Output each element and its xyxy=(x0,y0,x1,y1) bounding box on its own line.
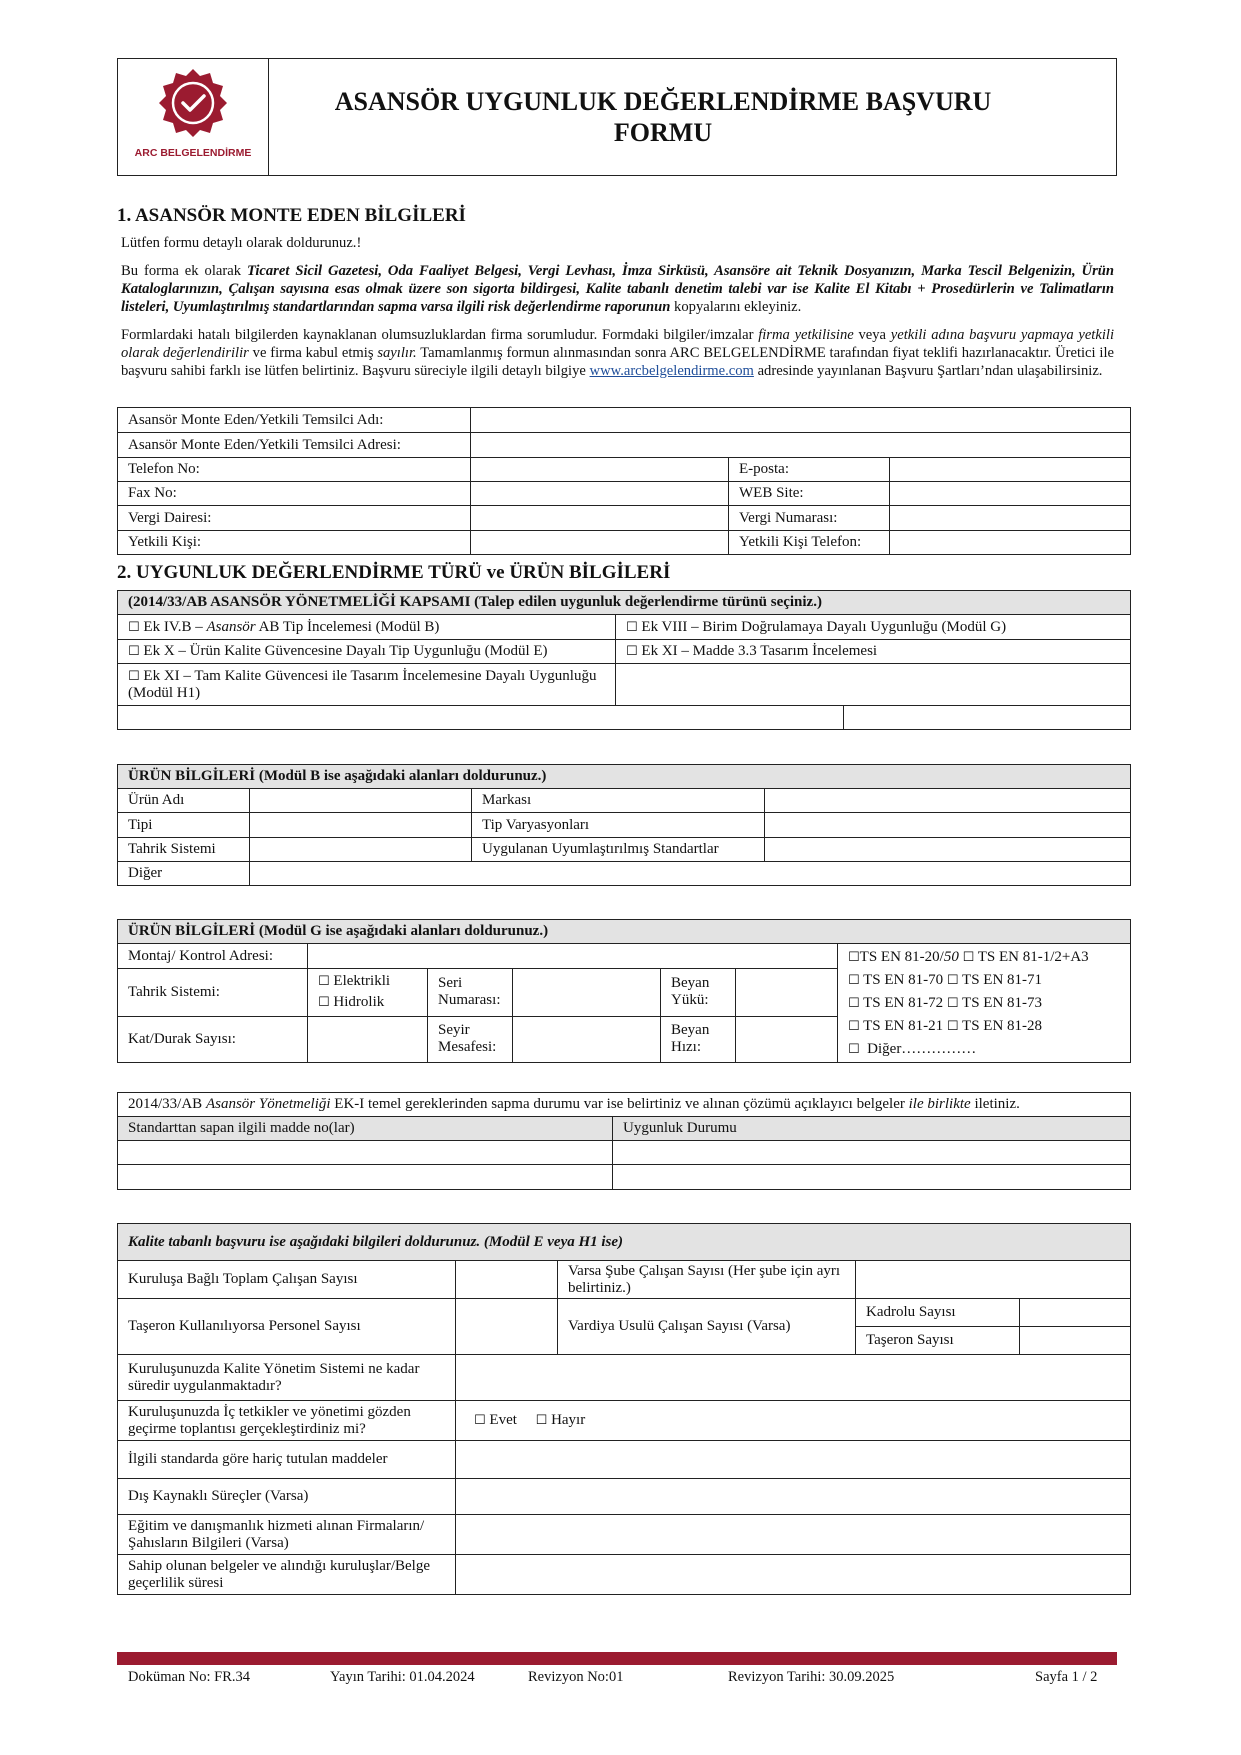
checkbox-icon[interactable]: ☐ xyxy=(128,619,140,635)
contact-phone-label: Yetkili Kişi Telefon: xyxy=(729,531,890,555)
deviation-table xyxy=(117,1092,1130,1190)
section2-heading: 2. UYGUNLUK DEĞERLENDİRME TÜRÜ ve ÜRÜN BİLGİLERİ xyxy=(117,562,671,583)
checkbox-icon[interactable]: ☐ xyxy=(535,1413,548,1428)
footer-bar xyxy=(117,1652,1117,1665)
footer-pub-date: Yayın Tarihi: 01.04.2024 xyxy=(330,1669,475,1685)
footer-rev-date: Revizyon Tarihi: 30.09.2025 xyxy=(728,1669,895,1685)
serial-field[interactable] xyxy=(513,969,661,1016)
applicant-name-label: Asansör Monte Eden/Yetkili Temsilci Adı: xyxy=(118,408,471,433)
install-address-field[interactable] xyxy=(308,944,838,969)
certificates-field[interactable] xyxy=(456,1555,1131,1595)
scope-table xyxy=(117,590,1130,730)
option-modul-b[interactable]: ☐ Ek IV.B – Asansör AB Tip İncelemesi (Modül B) xyxy=(118,615,616,640)
load-label: Beyan Yükü: xyxy=(661,969,736,1016)
fax-field[interactable] xyxy=(471,482,729,506)
checkbox-icon[interactable]: ☐ xyxy=(946,996,959,1011)
excluded-items-label: İlgili standarda göre hariç tutulan maddeler xyxy=(118,1441,456,1479)
scope-blank-field-2[interactable] xyxy=(844,706,1131,730)
deviation-title: 2014/33/AB Asansör Yönetmeliği EK-I temel gereklerinden sapma durumu var ise belirtiniz ve alınan çözümü açıklayıcı belgeler ile birlikte iletiniz. xyxy=(118,1093,1131,1117)
seal-logo-icon xyxy=(118,59,268,175)
install-address-label: Montaj/ Kontrol Adresi: xyxy=(118,944,308,969)
tax-office-field[interactable] xyxy=(471,506,729,531)
checkbox-icon[interactable]: ☐ xyxy=(946,1019,959,1034)
checkbox-icon[interactable]: ☐ xyxy=(318,995,330,1011)
deviation-article-field[interactable] xyxy=(118,1141,613,1165)
checkbox-icon[interactable]: ☐ xyxy=(626,619,638,635)
product-g-table xyxy=(117,919,1130,1063)
fax-label: Fax No: xyxy=(118,482,471,506)
deviation-status-field[interactable] xyxy=(613,1165,1131,1190)
consulting-label: Eğitim ve danışmanlık hizmeti alınan Firmaların/Şahısların Bilgileri (Varsa) xyxy=(118,1515,456,1555)
other-field[interactable] xyxy=(250,862,1131,886)
phone-field[interactable] xyxy=(471,458,729,482)
floors-label: Kat/Durak Sayısı: xyxy=(118,1016,308,1062)
qms-duration-field[interactable] xyxy=(456,1355,1131,1401)
travel-field[interactable] xyxy=(513,1016,661,1062)
deviation-article-field[interactable] xyxy=(118,1165,613,1190)
scope-blank-field[interactable] xyxy=(118,706,844,730)
checkbox-icon[interactable]: ☐ xyxy=(128,668,140,684)
type-field[interactable] xyxy=(250,813,472,838)
other-label: Diğer xyxy=(118,862,250,886)
applicant-name-field[interactable] xyxy=(471,408,1131,433)
permanent-count-field[interactable] xyxy=(1020,1299,1131,1327)
checkbox-icon[interactable]: ☐ xyxy=(128,644,140,659)
footer-doc-no: Doküman No: FR.34 xyxy=(128,1669,251,1685)
serial-label: Seri Numarası: xyxy=(428,969,513,1016)
contact-field[interactable] xyxy=(471,531,729,555)
tax-number-label: Vergi Numarası: xyxy=(729,506,890,531)
travel-label: Seyir Mesafesi: xyxy=(428,1016,513,1062)
phone-label: Telefon No: xyxy=(118,458,471,482)
scope-title: (2014/33/AB ASANSÖR YÖNETMELİĞİ KAPSAMI (Talep edilen uygunluk değerlendirme türünü seçiniz.) xyxy=(118,591,1131,615)
speed-label: Beyan Hızı: xyxy=(661,1016,736,1062)
branch-staff-label: Varsa Şube Çalışan Sayısı (Her şube için ayrı belirtiniz.) xyxy=(558,1261,856,1299)
shift-staff-label: Vardiya Usulü Çalışan Sayısı (Varsa) xyxy=(558,1299,856,1355)
speed-field[interactable] xyxy=(736,1016,838,1062)
section1-attachments-text: Bu forma ek olarak Ticaret Sicil Gazetesi, Oda Faaliyet Belgesi, Vergi Levhası, İmza Sirküsü, Asansöre ait Teknik Dosyanızın, Marka Tescil Belgenizin, Ürün Kataloglarınızın, Çalışan sayısına esas olmak üzere son sigorta bildirgesi, Kalite tabanlı denetim talebi var ise Kalite El Kitabı + Prosedürlerin ve Talimatların listeleri, Uyumlaştırılmış standartlarından sapma varsa ilgili risk değerlendirme raporunun kopyalarını ekleyiniz. xyxy=(121,263,1114,315)
option-modul-g[interactable]: ☐ Ek VIII – Birim Doğrulamaya Dayalı Uygunluğu (Modül G) xyxy=(616,615,1131,640)
drive-system-label: Tahrik Sistemi xyxy=(118,838,250,862)
total-staff-label: Kuruluşa Bağlı Toplam Çalışan Sayısı xyxy=(118,1261,456,1299)
internal-audit-label: Kuruluşunuzda İç tetkikler ve yönetimi gözden geçirme toplantısı gerçekleştirdiniz mi? xyxy=(118,1401,456,1441)
quality-table xyxy=(117,1223,1130,1595)
branch-staff-field[interactable] xyxy=(856,1261,1131,1299)
page-title: ASANSÖR UYGUNLUK DEĞERLENDİRME BAŞVURU FORMU xyxy=(334,87,992,147)
drive-system-field[interactable] xyxy=(250,838,472,862)
total-staff-field[interactable] xyxy=(456,1261,558,1299)
web-label: WEB Site: xyxy=(729,482,890,506)
permanent-count-label: Kadrolu Sayısı xyxy=(856,1299,1020,1327)
product-name-label: Ürün Adı xyxy=(118,789,250,813)
subcontractor-staff-field[interactable] xyxy=(456,1299,558,1355)
checkbox-icon[interactable]: ☐ xyxy=(946,973,959,988)
type-label: Tipi xyxy=(118,813,250,838)
consulting-field[interactable] xyxy=(456,1515,1131,1555)
drive-options: ☐ Elektrikli ☐ Hidrolik xyxy=(308,969,428,1016)
checkbox-icon[interactable]: ☐ xyxy=(848,1019,860,1034)
section1-intro: Lütfen formu detaylı olarak doldurunuz.! xyxy=(121,235,362,251)
subcontract-count-label: Taşeron Sayısı xyxy=(856,1327,1020,1355)
tax-number-field[interactable] xyxy=(890,506,1131,531)
footer-revision: Revizyon No:01 xyxy=(528,1669,624,1685)
subcontractor-staff-label: Taşeron Kullanılıyorsa Personel Sayısı xyxy=(118,1299,456,1355)
empty-option-cell xyxy=(616,664,1131,706)
tax-office-label: Vergi Dairesi: xyxy=(118,506,471,531)
drive-label: Tahrik Sistemi: xyxy=(118,969,308,1016)
footer-page: Sayfa 1 / 2 xyxy=(1035,1669,1098,1685)
logo-text: ARC BELGELENDİRME xyxy=(134,147,252,159)
checkbox-icon[interactable]: ☐ xyxy=(848,973,860,988)
standards-label: Uygulanan Uyumlaştırılmış Standartlar xyxy=(472,838,765,862)
checkbox-icon[interactable]: ☐ xyxy=(318,974,330,990)
floors-field[interactable] xyxy=(308,1016,428,1062)
option-modul-h1[interactable]: ☐ Ek XI – Tam Kalite Güvencesi ile Tasarım İncelemesine Dayalı Uygunluğu (Modül H1) xyxy=(118,664,616,706)
product-g-title: ÜRÜN BİLGİLERİ (Modül G ise aşağıdaki alanları doldurunuz.) xyxy=(118,920,1131,944)
web-field[interactable] xyxy=(890,482,1131,506)
section1-heading: 1. ASANSÖR MONTE EDEN BİLGİLERİ xyxy=(117,205,466,226)
checkbox-icon[interactable]: ☐ xyxy=(474,1413,486,1428)
outsourced-field[interactable] xyxy=(456,1479,1131,1515)
brand-label: Markası xyxy=(472,789,765,813)
applicant-address-field[interactable] xyxy=(471,433,1131,458)
brand-field[interactable] xyxy=(765,789,1131,813)
checkbox-icon[interactable]: ☐ xyxy=(626,644,638,659)
contact-label: Yetkili Kişi: xyxy=(118,531,471,555)
checkbox-icon[interactable]: ☐ xyxy=(848,950,860,965)
excluded-items-field[interactable] xyxy=(456,1441,1131,1479)
product-b-title: ÜRÜN BİLGİLERİ (Modül B ise aşağıdaki alanları doldurunuz.) xyxy=(118,765,1131,789)
website-link[interactable]: www.arcbelgelendirme.com xyxy=(589,363,754,379)
internal-audit-options: ☐ Evet ☐ Hayır xyxy=(456,1401,1131,1441)
qms-duration-label: Kuruluşunuzda Kalite Yönetim Sistemi ne kadar süredir uygulanmaktadır? xyxy=(118,1355,456,1401)
deviation-col-status: Uygunluk Durumu xyxy=(613,1117,1131,1141)
applicant-address-label: Asansör Monte Eden/Yetkili Temsilci Adresi: xyxy=(118,433,471,458)
quality-title: Kalite tabanlı başvuru ise aşağıdaki bilgileri doldurunuz. (Modül E veya H1 ise) xyxy=(118,1224,1131,1261)
header-box xyxy=(117,58,1117,176)
certificates-label: Sahip olunan belgeler ve alındığı kuruluşlar/Belge geçerlilik süresi xyxy=(118,1555,456,1595)
type-variations-field[interactable] xyxy=(765,813,1131,838)
applicant-table xyxy=(117,407,1130,555)
contact-phone-field[interactable] xyxy=(890,531,1131,555)
outsourced-label: Dış Kaynaklı Süreçler (Varsa) xyxy=(118,1479,456,1515)
deviation-col-article: Standarttan sapan ilgili madde no(lar) xyxy=(118,1117,613,1141)
standards-field[interactable] xyxy=(765,838,1131,862)
logo-cell xyxy=(118,59,269,175)
option-design-review[interactable]: ☐ Ek XI – Madde 3.3 Tasarım İncelemesi xyxy=(616,640,1131,664)
type-variations-label: Tip Varyasyonları xyxy=(472,813,765,838)
subcontract-count-field[interactable] xyxy=(1020,1327,1131,1355)
load-field[interactable] xyxy=(736,969,838,1016)
email-label: E-posta: xyxy=(729,458,890,482)
checkbox-icon[interactable]: ☐ xyxy=(962,950,975,965)
email-field[interactable] xyxy=(890,458,1131,482)
checkbox-icon[interactable]: ☐ xyxy=(848,996,860,1011)
section1-responsibility-text: Formlardaki hatalı bilgilerden kaynaklanan olumsuzluklardan firma sorumludur. Formdaki bilgiler/imzalar firma yetkilisine veya yetkili adına başvuru yapmaya yetkili olarak değerlendirilir ve firma kabul etmiş sayılır. Tamamlanmış formun alınmasından sonra ARC BELGELENDİRME tarafından fiyat teklifi hazırlanacaktır. Üretici ile başvuru sahibi farklı ise lütfen belirtiniz. Başvuru süreciyle ilgili detaylı bilgiye www.arcbelgelendirme.com adresinde yayınlanan Başvuru Şartları’ndan ulaşabilirsiniz. xyxy=(121,327,1115,379)
option-modul-e[interactable]: ☐ Ek X – Ürün Kalite Güvencesine Dayalı Tip Uygunluğu (Modül E) xyxy=(118,640,616,664)
product-b-table xyxy=(117,764,1130,886)
standards-checklist: ☐TS EN 81-20/50 ☐ TS EN 81-1/2+A3 ☐ TS EN 81-70 ☐ TS EN 81-71 ☐ TS EN 81-72 ☐ TS EN 81-73 ☐ TS EN 81-21 ☐ TS EN 81-28 ☐ Diğer…………… xyxy=(838,944,1131,1063)
checkbox-icon[interactable]: ☐ xyxy=(848,1042,860,1057)
product-name-field[interactable] xyxy=(250,789,472,813)
deviation-status-field[interactable] xyxy=(613,1141,1131,1165)
